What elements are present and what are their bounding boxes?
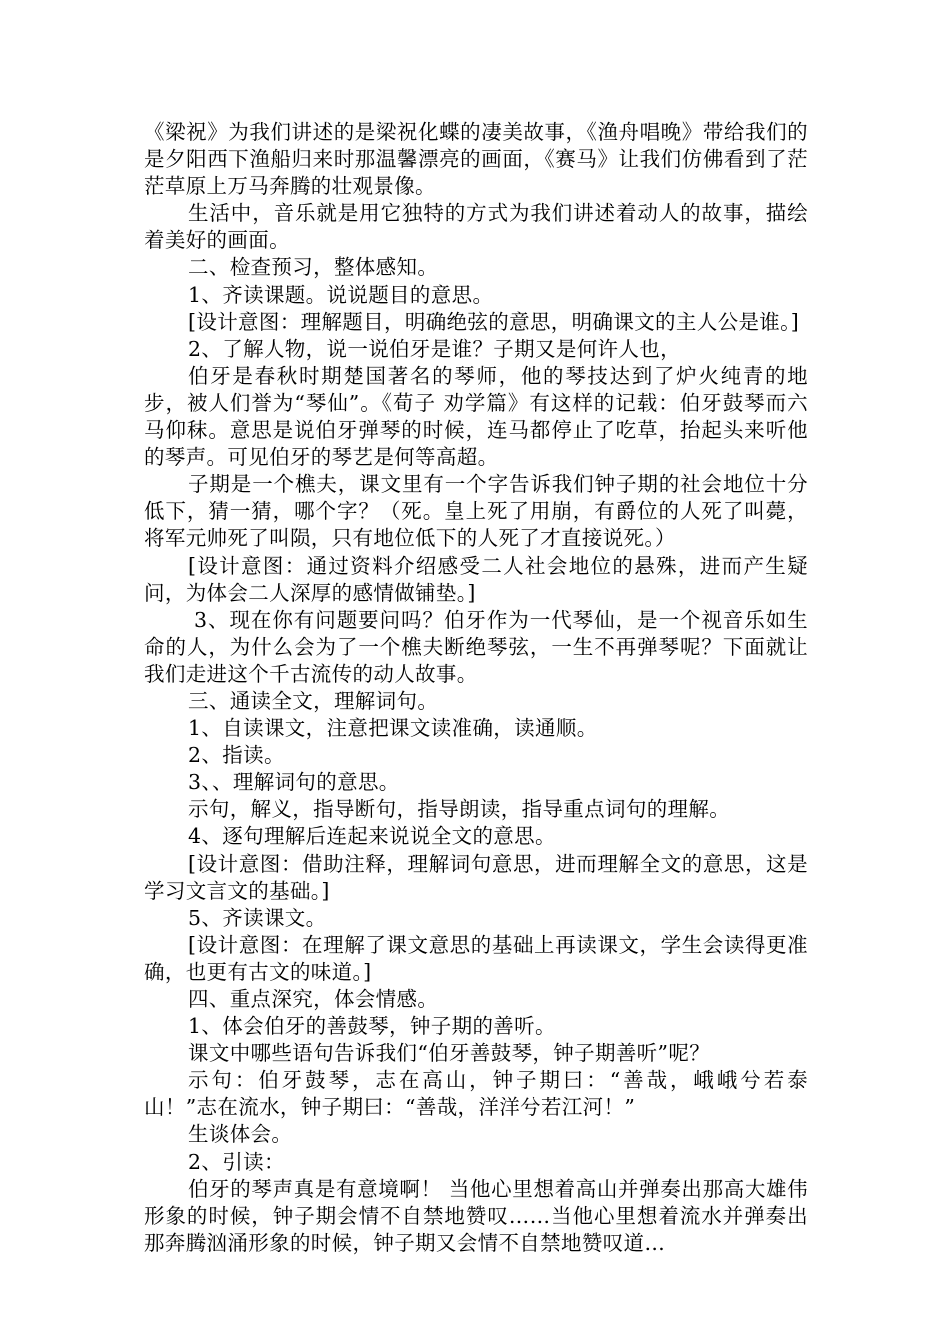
paragraph-1: 《梁祝》为我们讲述的是梁祝化蝶的凄美故事，《渔舟唱晚》带给我们的是夕阳西下渔船归来时那温馨漂亮的画面，《赛马》让我们仿佛看到了茫茫草原上万马奔腾的壮观景像。 (144, 120, 808, 199)
section-heading-4: 四、重点深究，体会情感。 (188, 987, 439, 1011)
design-intent-4: [设计意图：在理解了课文意思的基础上再读课文，学生会读得更准确，也更有古文的味道。] (144, 932, 808, 984)
paragraph-25: 2、引读： (188, 1149, 285, 1174)
paragraph-7: 伯牙是春秋时期楚国著名的琴师，他的琴技达到了炉火纯青的地步，被人们誉为“琴仙”。《荀子 劝学篇》有这样的记载：伯牙鼓琴而六马仰秣。意思是说伯牙弹琴的时候，连马都停止了吃草，抬起头来听他的琴声。可见伯牙的琴艺是何等高超。 (144, 363, 808, 470)
paragraph-4: 1、齐读课题。说说题目的意思。 (188, 282, 494, 307)
paragraph-15: 示句，解义，指导断句，指导朗读，指导重点词句的理解。 (188, 797, 731, 822)
paragraph-24: 生谈体会。 (188, 1122, 293, 1147)
paragraph-22: 课文中哪些语句告诉我们“伯牙善鼓琴，钟子期善听”呢？ (188, 1041, 711, 1066)
paragraph-10: 3、现在你有问题要问吗？伯牙作为一代琴仙，是一个视音乐如生命的人，为什么会为了一个樵夫断绝琴弦，一生不再弹琴呢？下面就让我们走进这个千古流传的动人故事。 (144, 607, 808, 686)
section-heading-2: 二、检查预习，整体感知。 (188, 255, 439, 280)
document-page (144, 119, 808, 1257)
paragraph-26: 伯牙的琴声真是有意境啊！ 当他心里想着高山并弹奏出那高大雄伟形象的时候，钟子期会情不自禁地赞叹……当他心里想着流水并弹奏出那奔腾汹涌形象的时候，钟子期又会情不自禁地赞叹道… (144, 1176, 808, 1255)
paragraph-12: 1、自读课文，注意把课文读准确，读通顺。 (188, 716, 598, 741)
design-intent-1: [设计意图：理解题目，明确绝弦的意思，明确课文的主人公是谁。] (188, 309, 800, 334)
paragraph-18: 5、齐读课文。 (188, 905, 327, 930)
design-intent-3: [设计意图：借助注释，理解词句意思，进而理解全文的意思，这是学习文言文的基础。] (144, 851, 808, 903)
section-heading-3: 三、通读全文，理解词句。 (188, 688, 439, 713)
paragraph-16: 4、逐句理解后连起来说说全文的意思。 (188, 824, 556, 849)
paragraph-6: 2、了解人物，说一说伯牙是谁？子期又是何许人也， (188, 336, 681, 361)
design-intent-2: [设计意图：通过资料介绍感受二人社会地位的悬殊，进而产生疑问，为体会二人深厚的感情做铺垫。] (144, 553, 808, 605)
paragraph-2: 生活中，音乐就是用它独特的方式为我们讲述着动人的故事，描绘着美好的画面。 (144, 201, 808, 253)
paragraph-14: 3、、理解词句的意思。 (188, 770, 400, 795)
paragraph-8: 子期是一个樵夫，课文里有一个字告诉我们钟子期的社会地位十分低下，猜一猜，哪个字？（死。皇上死了用崩，有爵位的人死了叫薨，将军元帅死了叫陨，只有地位低下的人死了才直接说死。） (144, 472, 808, 551)
paragraph-23: 示句：伯牙鼓琴，志在高山，钟子期曰：“善哉，峨峨兮若泰山！”志在流水，钟子期曰：“善哉，洋洋兮若江河！” (144, 1068, 808, 1120)
paragraph-21: 1、体会伯牙的善鼓琴，钟子期的善听。 (188, 1014, 556, 1039)
paragraph-13: 2、指读。 (188, 743, 285, 768)
